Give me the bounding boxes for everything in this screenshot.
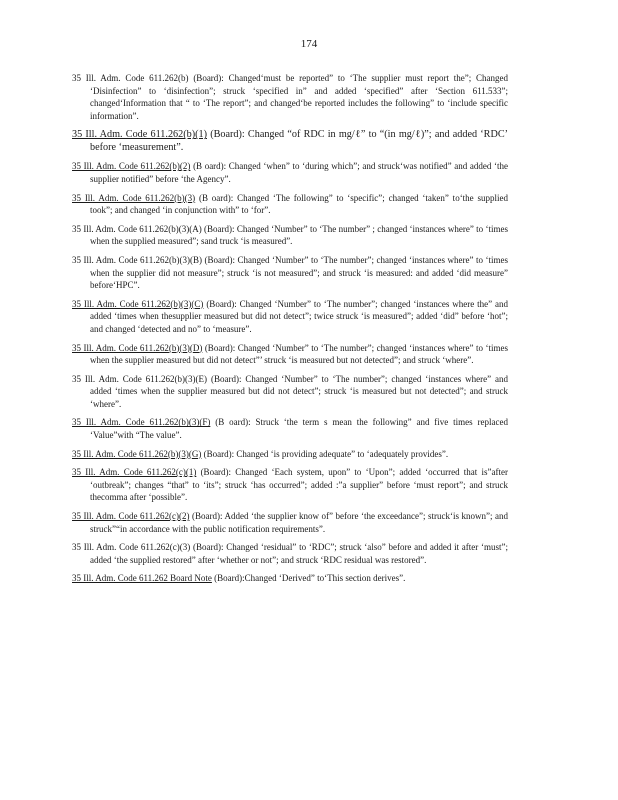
change-text: (B oard): Changed ‘The following” to ‘specific”; changed ‘taken” to‘the supplied took”; and changed ‘in conjunction with” to ‘for”.: [90, 192, 508, 216]
change-text: (Board): Added ‘the supplier know of” before ‘the exceedance”; struck‘is known”; and struck”“in accordance with the public notification requirements”.: [90, 511, 508, 534]
note-611-262-c-3: [72, 541, 508, 566]
change-text: (Board): Changed ‘Number” to ‘The number”; changed ‘instances where” to ‘times when the supplier measured but did not detect”’ struck ‘is measured but not detected”; and struck ‘where”.: [90, 342, 509, 366]
note-611-262-b-3-f: [72, 416, 508, 441]
citation: 35 Ill. Adm. Code 611.262(b)(3)(B): [72, 254, 202, 265]
page-number: 174: [300, 38, 318, 50]
change-text: (Board): Changed ‘Number” to ‘The number” ; changed ‘instances where” to ‘times when the supplied measured”; sand truck ‘is measured”.: [90, 223, 508, 247]
note-611-262-b-3-e: [72, 373, 508, 411]
citation: 35 Ill. Adm. Code 611.262(b)(3)(A): [72, 223, 202, 234]
citation: 35 Ill. Adm. Code 611.262(c)(3): [72, 542, 191, 553]
change-text: (Board): Changed ‘is providing adequate” to ‘adequately provides”.: [203, 448, 449, 459]
citation: 35 Ill. Adm. Code 611.262(b)(2): [72, 161, 191, 172]
citation: 35 Ill. Adm. Code 611.262(b)(3)(E): [72, 373, 208, 384]
note-611-262-b-3-b: [72, 254, 508, 292]
note-611-262-b-3-c: [72, 298, 508, 336]
note-611-262-b-3-a: [72, 223, 508, 248]
change-text: (Board): Changed ‘Number” to ‘The number”; changed ‘instances where the” and added ‘times when thesupplier measured but did not detect”; twice struck ‘is measured”; added ‘did” before ‘hot”; and changed ‘detected and no” to ‘measure”.: [90, 298, 508, 334]
note-611-262-c-1: [72, 466, 508, 504]
citation: 35 Ill. Adm. Code 611.262(b)(3)(C): [72, 298, 204, 309]
note-611-262-b: [72, 72, 508, 122]
change-text: (Board):Changed ‘Derived” to‘This section derives”.: [214, 573, 406, 584]
citation: 35 Ill. Adm. Code 611.262(c)(2): [72, 511, 190, 522]
change-text: (B oard): Changed ‘when” to ‘during which”; and struck‘was notified” and added ‘the supplier notified” before ‘the Agency”.: [90, 161, 509, 184]
note-611-262-b-3-g: [72, 448, 508, 461]
change-text: (Board): Changed ‘Number” to ‘The number”; changed ‘instances where” to ‘times when the supplier did not measure”; struck ‘is not measured”; and struck ‘is measured: and added ‘did measure” before‘HPC”.: [90, 254, 509, 291]
citation: 35 Ill. Adm. Code 611.262(b)(1): [72, 129, 207, 141]
citation: 35 Ill. Adm. Code 611.262(b): [72, 73, 189, 83]
citation: 35 Ill. Adm. Code 611.262(c)(1): [72, 467, 197, 478]
revision-notes: [72, 72, 508, 591]
note-611-262-board-note: [72, 572, 508, 585]
citation: 35 Ill. Adm. Code 611.262(b)(3): [72, 192, 196, 203]
change-text: (Board): Changed ‘residual” to ‘RDC”; struck ‘also” before and added it after ‘must”; added ‘the supplied restored” after ‘whether or not”; and struck ‘RDC residual was restored”.: [90, 542, 508, 565]
change-text: (Board): Changed ‘Number” to ‘The number”; changed ‘instances where” and added ‘times when the supplier measured but did not detect”; struck ‘is measured but not detected”; and struck ‘where”.: [90, 373, 509, 409]
note-611-262-b-3-d: [72, 342, 508, 367]
citation: 35 Ill. Adm. Code 611.262(b)(3)(D): [72, 342, 203, 353]
citation: 35 Ill. Adm. Code 611.262 Board Note: [72, 573, 212, 584]
note-611-262-b-1: [72, 128, 508, 154]
note-611-262-b-3: [72, 192, 508, 217]
citation: 35 Ill. Adm. Code 611.262(b)(3)(G): [72, 448, 202, 459]
change-text: (Board): Changed‘must be reported” to ‘The supplier must report the”; Changed ‘Disinfection” to ‘disinfection”; struck ‘specified in” and added ‘specified” after ‘Section 611.533”; changed‘Information that “ to ‘The report”; and changed‘be reported includes the following” to ‘include specific information”.: [90, 73, 508, 121]
change-text: (Board): Changed “of RDC in mg/ℓ” to “(in mg/ℓ)”; and added ‘RDC’ before ‘measurement”.: [90, 129, 509, 154]
citation: 35 Ill. Adm. Code 611.262(b)(3)(F): [72, 417, 211, 428]
note-611-262-b-2: [72, 160, 508, 185]
change-text: (B oard): Struck ‘the term s mean the following” and five times replaced ‘Value”with “The value”.: [90, 417, 509, 441]
note-611-262-c-2: [72, 510, 508, 535]
change-text: (Board): Changed ‘Each system, upon” to ‘Upon”; added ‘occurred that is”after ‘outbreak”; changes “that” to ‘its”; struck ‘has occurred”; added :”a supplier” before ‘must report”; and struck thecomma after ‘possible”.: [90, 467, 508, 503]
